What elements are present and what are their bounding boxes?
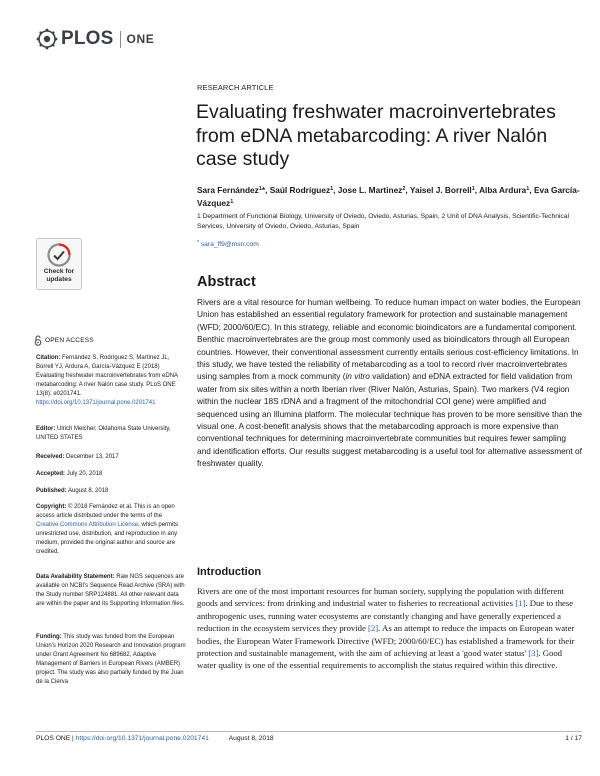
- footer-doi-link[interactable]: https://doi.org/10.1371/journal.pone.0201741: [75, 735, 209, 742]
- accepted-date: July 20, 2018: [66, 471, 103, 477]
- published-block: [36, 487, 186, 496]
- author-list: [197, 183, 587, 209]
- citation-doi-link[interactable]: https://doi.org/10.1371/journal.pone.0201741: [36, 399, 156, 406]
- affiliations: 1 Department of Functional Biology, University of Oviedo, Oviedo, Asturias, Spain, 2 Unit of DNA Analysis, Scientific-Technical Services, University of Oviedo, Oviedo, Asturias, Spain: [197, 213, 569, 231]
- author-name[interactable]: Jose L. Martinez: [337, 185, 403, 195]
- open-lock-icon: [34, 335, 42, 346]
- author-affil-sup: 1: [258, 186, 262, 192]
- copyright-text: © 2018 Fernández et al. This is an open access article distributed under the terms of the: [36, 504, 175, 519]
- logo-divider: [120, 31, 121, 48]
- author-name[interactable]: Sara Fernández: [197, 185, 259, 195]
- author-separator: *,: [261, 185, 270, 195]
- abstract-italic-term: in vitro: [345, 371, 370, 382]
- author-affil-sup: 1: [526, 186, 530, 192]
- published-date: August 8, 2018: [68, 488, 109, 494]
- correspondence-email: [197, 240, 259, 248]
- footer-journal: PLOS ONE: [36, 735, 71, 742]
- footer-separator: |: [70, 735, 76, 742]
- citation-label: Citation:: [36, 355, 61, 361]
- accepted-block: [36, 470, 186, 479]
- received-label: Received:: [36, 454, 65, 460]
- footer-left: [36, 735, 274, 742]
- logo-journal-text: ONE: [126, 32, 155, 46]
- author-affil-sup: 1: [230, 199, 234, 205]
- author-name[interactable]: Saúl Rodríguez: [269, 185, 331, 195]
- received-date: December 13, 2017: [66, 454, 119, 460]
- plos-one-logo: [36, 27, 154, 51]
- article-type-label: RESEARCH ARTICLE: [197, 83, 274, 92]
- author-name[interactable]: Eva García-Vázquez: [197, 185, 580, 208]
- open-access-badge: [34, 335, 94, 346]
- check-updates-icon: [47, 243, 71, 267]
- check-updates-text: [44, 268, 74, 283]
- footer-date: August 8, 2018: [228, 735, 274, 742]
- intro-text: Rivers are one of the most important resources for human society, supplying the population with different goods and services: from drinking and industrial water to fisheries to recreational activities: [197, 586, 564, 609]
- cc-license-link[interactable]: Creative Commons Attribution License: [36, 521, 139, 528]
- page-footer: [36, 735, 582, 742]
- check-updates-line1: Check for: [43, 268, 75, 275]
- email-link[interactable]: sara_ff9@msn.com: [200, 241, 259, 248]
- author-separator: ,: [474, 185, 480, 195]
- abstract-heading: Abstract: [197, 274, 256, 290]
- check-for-updates-badge[interactable]: [36, 238, 82, 290]
- introduction-heading: Introduction: [197, 566, 262, 578]
- funding-block: [36, 633, 186, 686]
- intro-text: . As an attempt to reduce the impacts on European water bodies, the European Water Framework Directive (WFD; 2000/60/EC) has established a framework for their protection and sustainable management, with the aim of achieving at least a 'good water status': [197, 623, 575, 659]
- data-availability-text: Raw NGS sequences are available on NCBI's Sequence Read Archive (SRA) with the Study number SRP124881. All other relevant data are within the paper and its Supporting Information files.: [36, 574, 185, 607]
- abstract-text-cont: validation) and eDNA extracted for field validation from water from six sites within a north Iberian river (River Nalón, Asturias, Spain). Two markers (V4 region within the nuclear 18S rDNA and a fragment of the mitochondrial COI gene) were amplified and sequenced using an Illumina platform. The molecular technique has proven to be more sensitive than the visual one. A cost-benefit analysis shows that the metabarcoding approach is more expensive than conventional techniques for determining macroinvertebrate communities but requires fewer sampling and identification efforts. Our results suggest metabarcoding is a useful tool for alternative assessment of freshwater quality.: [197, 371, 582, 469]
- intro-text: . Due to these anthropogenic uses, running water ecosystems are constantly changing and have generally experienced a reduction in the ecosystem services they provide: [197, 598, 574, 634]
- correspondence-marker: *: [197, 240, 199, 246]
- abstract-text: Rivers are a vital resource for human wellbeing. To reduce human impact on water bodies, the European Union has established an essential regulatory framework for protection and sustainable management (WFD; 2000/60/EC). In this strategy, reliable and economic bioindicators are a fundamental component. Benthic macroinvertebrates are the group most commonly used as bioindicators through all European countries. However, their conventional assessment currently entails serious cost-efficiency limitations. In this study, we have tested the reliability of metabarcoding as a tool to record river macroinvertebrates using samples from a mock community (: [197, 297, 581, 382]
- data-availability-block: [36, 573, 186, 609]
- citation-block: [36, 354, 186, 407]
- check-updates-line2: updates: [46, 275, 72, 283]
- copyright-text-cont: , which permits unrestricted use, distribution, and reproduction in any medium, provided the original author and source are credited.: [36, 521, 179, 555]
- copyright-block: [36, 503, 186, 556]
- author-separator: ,: [529, 185, 534, 195]
- footer-divider: [36, 731, 582, 732]
- author-affil-sup: 2: [402, 186, 406, 192]
- reference-link[interactable]: [2]: [368, 623, 379, 634]
- author-affil-sup: 1: [330, 186, 334, 192]
- plos-logo-icon: [36, 28, 58, 50]
- received-block: [36, 453, 186, 462]
- funding-label: Funding:: [36, 634, 62, 640]
- citation-text: Fernández S, Rodríguez S, Martínez JL, Borrell YJ, Ardura A, García-Vázquez E (2018) Evaluating freshwater macroinvertebrates from eDNA metabarcoding: A river Nalón case study. PLoS ONE 13(8): e0201741.: [36, 355, 178, 397]
- page-number: 1 / 17: [565, 735, 582, 742]
- open-access-label: OPEN ACCESS: [45, 337, 94, 344]
- editor-text: Ulrich Melcher, Oklahoma State University, UNITED STATES: [36, 426, 171, 441]
- introduction-body: [197, 585, 579, 672]
- editor-label: Editor:: [36, 426, 56, 432]
- copyright-label: Copyright:: [36, 504, 67, 510]
- funding-text: This study was funded from the European Union's Horizon 2020 Research and Innovation program under Grant Agreement No 689682, Adaptive Management of Barriers in European Rivers (AMBER) project. The study was also partially funded by the Juan de la Cierva: [36, 634, 186, 685]
- intro-text: . Good water quality is one of the essential requirements to accomplish the status required within this directive.: [197, 648, 563, 671]
- author-name[interactable]: Yaisel J. Borrell: [409, 185, 472, 195]
- article-title: Evaluating freshwater macroinvertebrates from eDNA metabarcoding: A river Nalón case study: [196, 101, 556, 170]
- abstract-body: [197, 296, 582, 470]
- author-name[interactable]: Alba Ardura: [479, 185, 527, 195]
- author-separator: ,: [333, 185, 338, 195]
- reference-link[interactable]: [1]: [515, 598, 526, 609]
- editor-block: [36, 425, 186, 443]
- author-separator: ,: [405, 185, 410, 195]
- author-affil-sup: 1: [471, 186, 475, 192]
- reference-link[interactable]: [3]: [528, 648, 539, 659]
- accepted-label: Accepted:: [36, 471, 66, 477]
- published-label: Published:: [36, 488, 67, 494]
- data-availability-label: Data Availability Statement:: [36, 574, 115, 580]
- logo-brand-text: PLOS: [61, 28, 114, 49]
